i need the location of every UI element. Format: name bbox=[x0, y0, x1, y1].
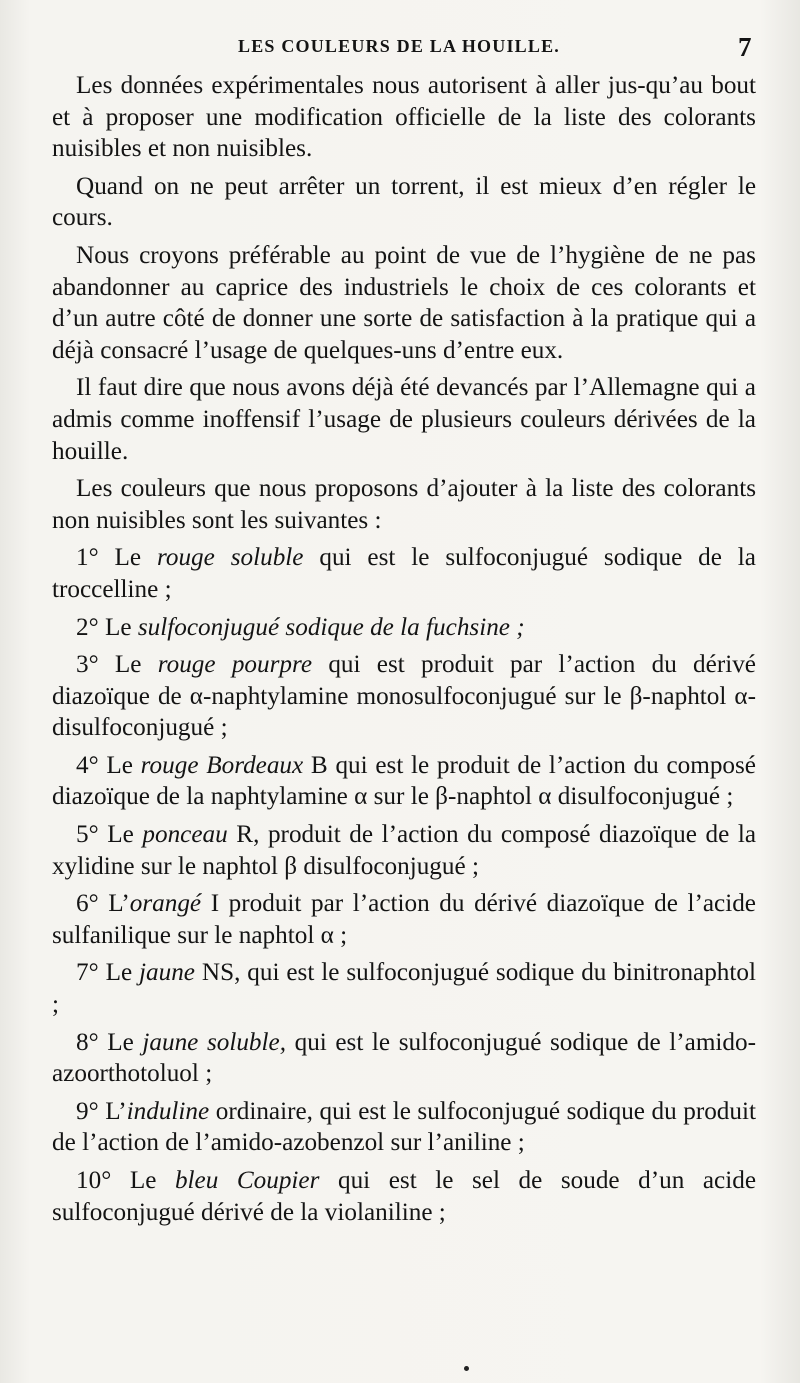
paragraph-3 bbox=[52, 240, 756, 366]
text-run: I produit par l’action du dérivé diazoïque de l’acide sulfanilique sur le naphtol α ; bbox=[52, 890, 756, 949]
text-run: 6° L’ bbox=[76, 890, 130, 918]
text-run: 10° Le bbox=[76, 1167, 175, 1194]
text-run: 5° Le bbox=[76, 821, 143, 849]
page-number: 7 bbox=[738, 32, 752, 62]
text-run: 1° Le bbox=[76, 544, 157, 572]
paragraph-2 bbox=[52, 171, 756, 234]
running-title: LES COULEURS DE LA HOUILLE. bbox=[238, 36, 560, 56]
text-run: B qui est le produit de l’action du composé diazoïque de la naphtylamine α sur le β-naphtol α disulfoconjugué ; bbox=[52, 751, 756, 811]
italic-run: bleu Coupier bbox=[174, 1167, 320, 1194]
text-run: ordinaire, qui est le sulfoconjugué sodique du produit de l’action de l’amido-azobenzol sur l’aniline ; bbox=[52, 1097, 756, 1157]
text-run: qui est le sulfoconjugué sodique de l’amido-azoorthotoluol ; bbox=[52, 1028, 757, 1088]
text-run: Les données expérimentales nous autorisent à aller jus-qu’au bout et à proposer une modification officielle de la liste des colorants nuisibles et non nuisibles. bbox=[52, 72, 756, 163]
italic-run: rouge Bordeaux bbox=[140, 751, 304, 779]
list-item-1 bbox=[52, 542, 756, 605]
italic-run: rouge pourpre bbox=[157, 651, 313, 679]
running-head bbox=[0, 32, 800, 66]
text-run: qui est le sel de soude d’un acide sulfoconjugué dérivé de la violaniline ; bbox=[52, 1167, 756, 1226]
paragraph-5 bbox=[52, 473, 756, 536]
list-item-9 bbox=[52, 1096, 756, 1159]
italic-run: ponceau bbox=[142, 821, 228, 849]
print-mark bbox=[464, 1366, 469, 1371]
text-run: Les couleurs que nous proposons d’ajouter à la liste des colorants non nuisibles sont les suivantes : bbox=[52, 475, 756, 534]
list-item-8 bbox=[52, 1027, 756, 1090]
italic-run: jaune soluble, bbox=[142, 1028, 287, 1056]
body-text bbox=[52, 70, 756, 1234]
paragraph-4 bbox=[52, 372, 756, 467]
text-run: Quand on ne peut arrêter un torrent, il est mieux d’en régler le cours. bbox=[52, 172, 756, 232]
text-run: Il faut dire que nous avons déjà été devancés par l’Allemagne qui a admis comme inoffensif l’usage de plusieurs couleurs dérivées de la houille. bbox=[52, 374, 756, 465]
list-item-4 bbox=[52, 750, 756, 813]
text-run: 4° Le bbox=[76, 751, 141, 779]
italic-run: jaune bbox=[139, 959, 195, 987]
text-run: 3° Le bbox=[76, 651, 158, 679]
list-item-10 bbox=[52, 1165, 756, 1228]
italic-run: induline bbox=[126, 1097, 210, 1125]
list-item-2 bbox=[52, 612, 756, 644]
text-run: qui est produit par l’action du dérivé diazoïque de α-naphtylamine monosulfoconjugué sur le β-naphtol α-disulfoconjugué ; bbox=[52, 651, 756, 742]
text-run: R, produit de l’action du composé diazoïque de la xylidine sur le naphtol β disulfoconjugué ; bbox=[52, 821, 757, 880]
list-item-7 bbox=[52, 957, 756, 1020]
text-run: Nous croyons préférable au point de vue de l’hygiène de ne pas abandonner au caprice des industriels le choix de ces colorants et d’un autre côté de donner une sorte de satisfaction à la pratique qui a déjà consacré l’usage de quelques-uns d’entre eux. bbox=[52, 241, 756, 364]
list-item-5 bbox=[52, 819, 756, 882]
list-item-6 bbox=[52, 888, 756, 951]
list-item-3 bbox=[52, 649, 756, 744]
text-run: NS, qui est le sulfoconjugué sodique du binitronaphtol ; bbox=[52, 959, 756, 1019]
text-run: 7° Le bbox=[76, 959, 140, 987]
text-run: 2° Le bbox=[76, 613, 138, 641]
text-run: qui est le sulfoconjugué sodique de la troccelline ; bbox=[52, 544, 756, 603]
paragraph-1 bbox=[52, 70, 756, 165]
italic-run: rouge soluble bbox=[157, 544, 304, 572]
text-run: 8° Le bbox=[76, 1028, 143, 1056]
text-run: 9° L’ bbox=[76, 1097, 127, 1125]
italic-run: orangé bbox=[129, 890, 202, 918]
italic-run: sulfoconjugué sodique de la fuchsine ; bbox=[137, 613, 525, 641]
